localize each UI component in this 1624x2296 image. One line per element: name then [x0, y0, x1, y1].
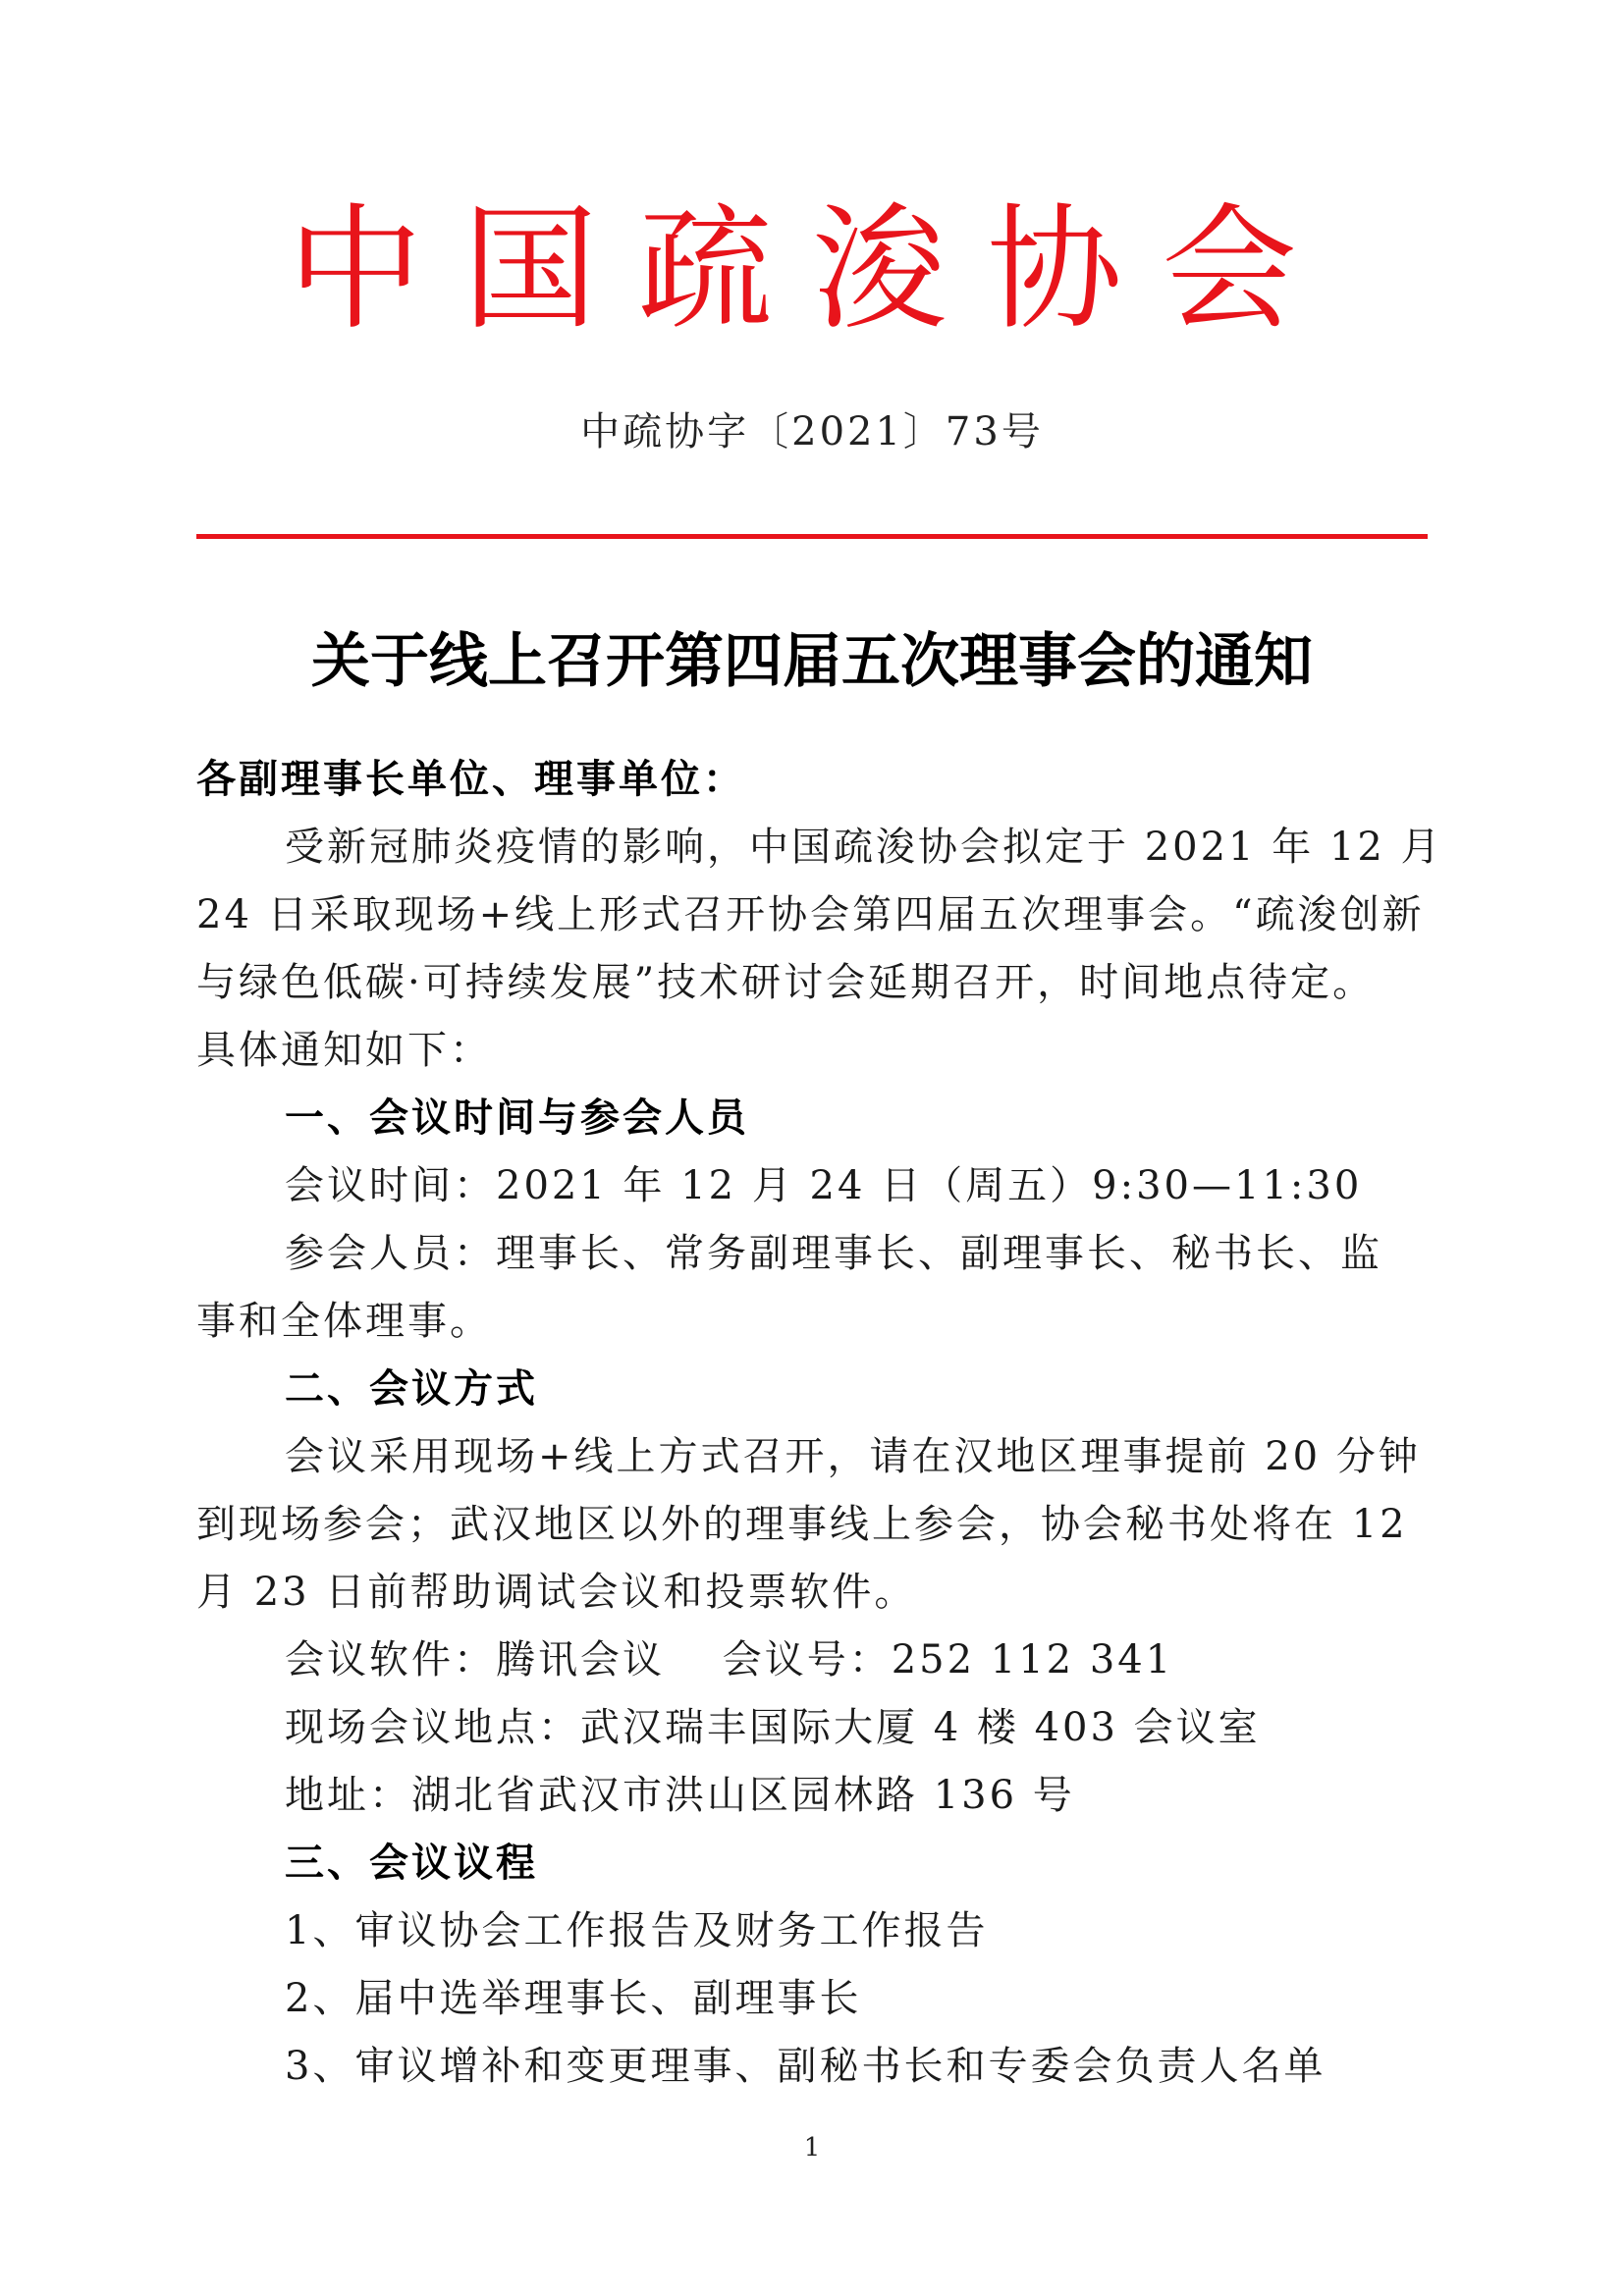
method-line: 到现场参会；武汉地区以外的理事线上参会，协会秘书处将在 12: [196, 1502, 1408, 1547]
notice-body: [196, 746, 1443, 2101]
meeting-venue: 现场会议地点：武汉瑞丰国际大厦 4 楼 403 会议室: [285, 1705, 1261, 1750]
agenda-item: 1、审议协会工作报告及财务工作报告: [285, 1908, 989, 1953]
agenda-item: 3、审议增补和变更理事、副秘书长和专委会负责人名单: [285, 2044, 1326, 2089]
attendees-line: 参会人员：理事长、常务副理事长、副理事长、秘书长、监: [285, 1231, 1382, 1276]
meeting-address: 地址：湖北省武汉市洪山区园林路 136 号: [285, 1773, 1075, 1818]
intro-line: 受新冠肺炎疫情的影响，中国疏浚协会拟定于 2021 年 12 月: [285, 825, 1443, 870]
document-number: 中疏协字〔2021〕73号: [580, 409, 1044, 454]
section-heading-2: 二、会议方式: [285, 1366, 538, 1412]
method-line: 会议采用现场+线上方式召开，请在汉地区理事提前 20 分钟: [285, 1434, 1421, 1479]
section-heading-1: 一、会议时间与参会人员: [285, 1095, 749, 1141]
page-number: 1: [803, 2133, 821, 2163]
notice-title: 关于线上召开第四届五次理事会的通知: [311, 627, 1313, 696]
salutation: 各副理事长单位、理事单位：: [196, 757, 745, 802]
red-divider-line: [196, 534, 1428, 539]
method-line: 月 23 日前帮助调试会议和投票软件。: [196, 1570, 917, 1615]
meeting-software: 会议软件：腾讯会议 会议号：252 112 341: [285, 1637, 1174, 1682]
organization-header: 中国疏浚协会: [287, 190, 1336, 348]
meeting-time: 会议时间：2021 年 12 月 24 日（周五）9:30—11:30: [285, 1163, 1363, 1208]
section-heading-3: 三、会议议程: [285, 1841, 538, 1886]
intro-line: 具体通知如下：: [196, 1028, 492, 1073]
attendees-line: 事和全体理事。: [196, 1299, 492, 1344]
intro-line: 与绿色低碳·可持续发展”技术研讨会延期召开，时间地点待定。: [196, 960, 1376, 1005]
agenda-item: 2、届中选举理事长、副理事长: [285, 1976, 862, 2021]
intro-line: 24 日采取现场+线上形式召开协会第四届五次理事会。“疏浚创新: [196, 892, 1425, 937]
